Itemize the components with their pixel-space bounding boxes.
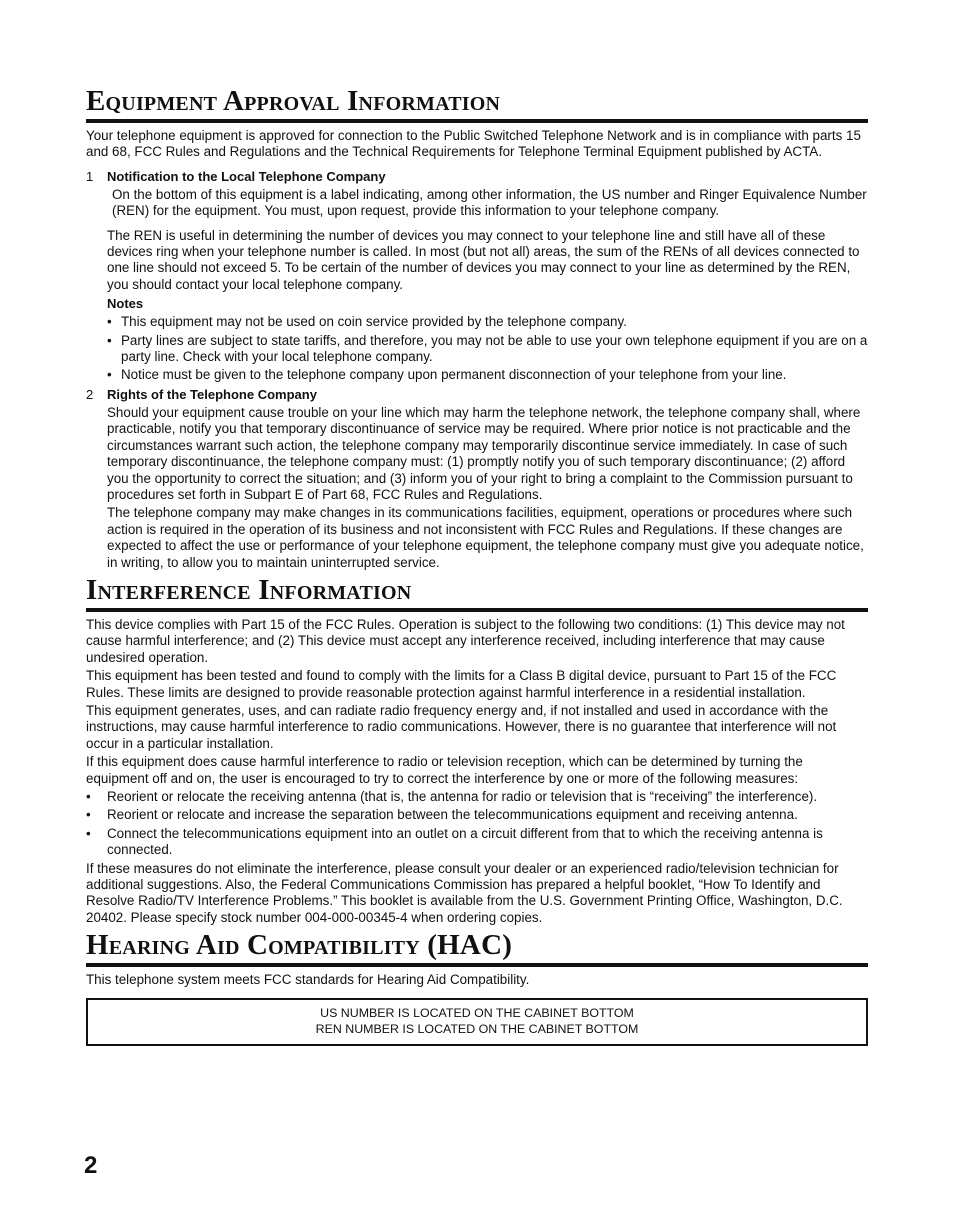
item-2-paragraph-1: Should your equipment cause trouble on your line which may harm the telephone network, the telephone company shall, where practicable, notify you that temporary discontinuance of service may be required. Where prior notice is not practicable and the circumstances warrant such action, the telephone company may temporarily discontinue service immediately. In case of such temporary discontinuance, the telephone company must: (1) promptly notify you of such temporary discontinuance; (2) afford you the opportunity to correct the situation; and (3) inform you of your right to bring a complaint to the Commission pursuant to procedures set forth in Subpart E of Part 68, FCC Rules and Regulations. (107, 404, 861, 502)
bullet-icon: • (107, 332, 112, 348)
ren-number-location: REN NUMBER IS LOCATED ON THE CABINET BOTTOM (315, 1022, 639, 1037)
interference-paragraph-3: This equipment generates, uses, and can radiate radio frequency energy and, if not installed and used in accordance with the instructions, may cause harmful interference to radio communications. However, there is no guarantee that interference will not occur in a particular installation. (86, 702, 837, 751)
list-item (86, 826, 868, 859)
item-2-heading (86, 387, 868, 403)
interference-heading: Interference Information (86, 573, 868, 612)
equipment-approval-heading: Equipment Approval Information (86, 84, 868, 123)
bullet-icon: • (86, 807, 91, 823)
list-item (86, 367, 868, 383)
item-1-paragraph-1: On the bottom of this equipment is a label indicating, among other information, the US number and Ringer Equivalence Number (REN) for the equipment. You must, upon request, provide this information to your telephone company. (112, 186, 867, 219)
list-item (86, 789, 868, 805)
note-text: Party lines are subject to state tariffs, and therefore, you may not be able to use your own telephone equipment if you are on a party line. Check with your local telephone company. (121, 332, 868, 365)
cabinet-label-box (86, 998, 868, 1046)
bullet-icon: • (107, 314, 112, 330)
measure-text: Reorient or relocate and increase the separation between the telecommunications equipment and receiving antenna. (107, 807, 798, 823)
item-1-heading (86, 169, 868, 185)
page-number: 2 (84, 1152, 98, 1179)
list-item (86, 807, 868, 823)
item-1-paragraph-2: The REN is useful in determining the number of devices you may connect to your telephone line and still have all of these devices ring when your telephone number is called. In most (but not all) areas, the sum of the RENs of all devices connected to one line should not exceed 5. To be certain of the number of devices you may connect to your line as determined by the REN, you should contact your local telephone company. (107, 227, 860, 292)
measure-text: Connect the telecommunications equipment into an outlet on a circuit different from that to which the receiving antenna is connected. (107, 825, 823, 858)
equipment-intro: Your telephone equipment is approved for connection to the Public Switched Telephone Network and is in compliance with parts 15 and 68, FCC Rules and Regulations and the Technical Requirements for Telephone Terminal Equipment published by ACTA. (86, 128, 861, 160)
list-item (86, 333, 868, 366)
bullet-icon: • (86, 789, 91, 804)
item-1-title: Notification to the Local Telephone Company (107, 168, 386, 184)
item-1-number: 1 (86, 168, 94, 184)
interference-paragraph-2: This equipment has been tested and found to comply with the limits for a Class B digital device, pursuant to Part 15 of the FCC Rules. These limits are designed to provide reasonable protection against harmful interference in a residential installation. (86, 668, 837, 700)
measure-text: Reorient or relocate the receiving antenna (that is, the antenna for radio or television that is “receiving” the interference). (107, 789, 818, 804)
us-number-location: US NUMBER IS LOCATED ON THE CABINET BOTTOM (320, 1005, 634, 1020)
manual-page (86, 80, 868, 1046)
note-text: This equipment may not be used on coin service provided by the telephone company. (121, 314, 627, 330)
interference-paragraph-1: This device complies with Part 15 of the FCC Rules. Operation is subject to the following two conditions: (1) This device may not cause harmful interference; and (2) This device must accept any interference received, including interference that may cause undesired operation. (86, 616, 845, 665)
interference-paragraph-4: If this equipment does cause harmful interference to radio or television reception, which can be determined by turning the equipment off and on, the user is encouraged to try to correct the interference by one or more of the following measures: (86, 754, 803, 786)
bullet-icon: • (107, 367, 112, 383)
measures-list (86, 789, 868, 859)
item-2-title: Rights of the Telephone Company (107, 386, 317, 402)
notes-label: Notes (107, 296, 144, 312)
note-text: Notice must be given to the telephone company upon permanent disconnection of your telephone from your line. (121, 367, 787, 383)
bullet-icon: • (86, 825, 91, 841)
interference-paragraph-5: If these measures do not eliminate the interference, please consult your dealer or an experienced radio/television technician for additional suggestions. Also, the Federal Communications Commission has prepared a helpful booklet, “How To Identify and Resolve Radio/TV Interference Problems.” This booklet is available from the U.S. Government Printing Office, Washington, D.C. 20402. Please specify stock number 004-000-00345-4 when ordering copies. (86, 860, 843, 925)
item-2-number: 2 (86, 386, 94, 402)
hac-heading: Hearing Aid Compatibility (HAC) (86, 928, 868, 967)
hac-paragraph: This telephone system meets FCC standards for Hearing Aid Compatibility. (86, 972, 530, 988)
item-2-paragraph-2: The telephone company may make changes in its communications facilities, equipment, operations or procedures where such action is required in the operation of its business and not inconsistent with FCC Rules and Regulations. If these changes are expected to affect the use or performance of your telephone equipment, the telephone company must give you adequate notice, in writing, to allow you to maintain uninterrupted service. (107, 505, 864, 570)
notes-list (86, 314, 868, 384)
list-item (86, 314, 868, 330)
